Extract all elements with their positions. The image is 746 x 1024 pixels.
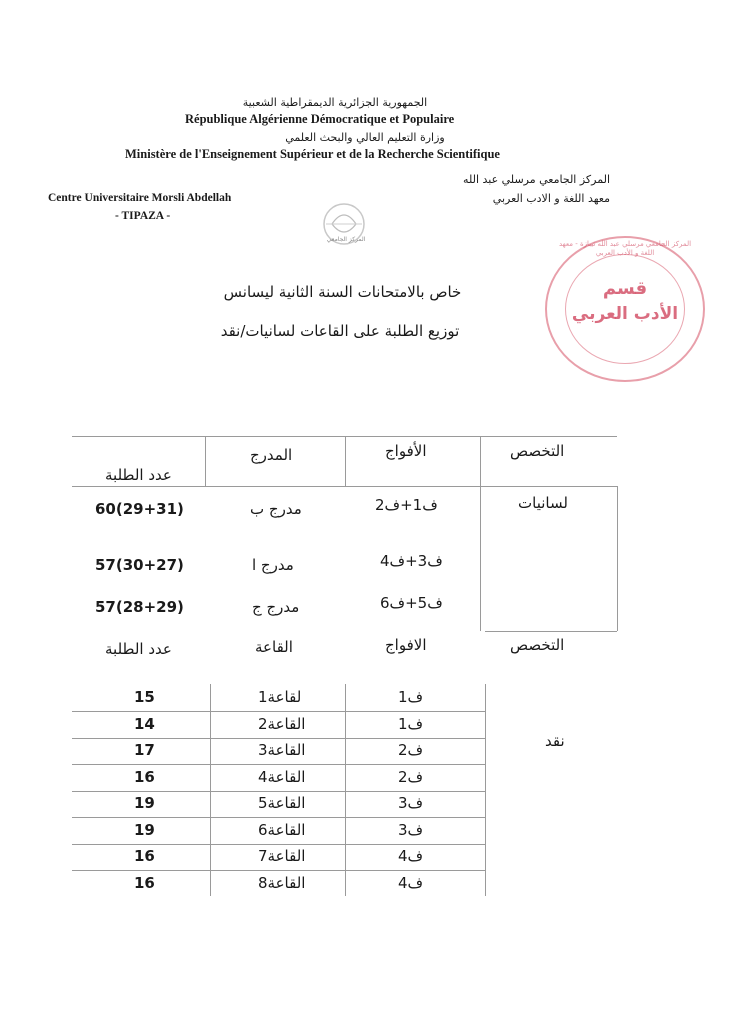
stamp-middle-text: الأدب العربي: [571, 304, 679, 324]
ministry-arabic: وزارة التعليم العالي والبحث العلمي: [285, 131, 445, 144]
table1-header-rule: [72, 486, 617, 487]
republic-french: République Algérienne Démocratique et Populaire: [185, 112, 455, 126]
table1-col-rule-2: [345, 436, 346, 486]
t2-specialty: نقد: [545, 732, 565, 750]
t1-r1-groups: ف1+ف2: [375, 496, 438, 514]
t2-col-rule-2: [345, 684, 346, 896]
t2-row-group: ف3: [398, 794, 424, 812]
t2-row-group: ف1: [398, 688, 424, 706]
table2-top-rule: [485, 631, 617, 632]
t1-r3-students: 57(28+29): [95, 598, 184, 616]
t2-row-rule: [72, 738, 485, 739]
t2-row-group: ف2: [398, 767, 424, 786]
t2-row-rule: [72, 844, 485, 845]
t1-r2-students: 57(30+27): [95, 556, 184, 574]
t2-row-room: لقاعة1: [258, 688, 302, 706]
t2-row-students: 16: [134, 873, 155, 892]
t2-row-rule: [72, 764, 485, 765]
department-stamp: [545, 236, 705, 382]
institute-arabic: معهد اللغة و الادب العربي: [492, 192, 610, 205]
t2-row-students: 19: [134, 820, 155, 839]
university-logo-icon: [312, 200, 376, 256]
stamp-ring-text: المركز الجامعي مرسلي عبد الله تيبازة - معهد اللغة و الأدب العربي: [558, 240, 692, 257]
t2-row-students: 15: [134, 688, 155, 706]
t2-row-room: القاعة5: [258, 794, 306, 812]
center-arabic: المركز الجامعي مرسلي عبد الله: [463, 173, 610, 186]
t2-header-room: القاعة: [255, 638, 293, 656]
t1-r3-groups: ف5+ف6: [380, 594, 443, 612]
city-french: - TIPAZA -: [115, 210, 171, 222]
table1-col-rule-3: [480, 436, 481, 486]
republic-arabic: الجمهورية الجزائرية الديمقراطية الشعبية: [242, 96, 428, 109]
t2-row-room: القاعة2: [258, 714, 306, 733]
t2-row-rule: [72, 791, 485, 792]
table1-spec-rule: [480, 486, 481, 631]
t2-col-rule-3: [485, 684, 486, 896]
t2-row-room: القاعة6: [258, 820, 306, 839]
t1-r2-hall: مدرج ا: [252, 556, 294, 574]
distribution-title: توزيع الطلبة على القاعات لسانيات/نقد: [220, 322, 460, 340]
table1-col-rule-1: [205, 436, 206, 486]
t2-header-students: عدد الطلبة: [105, 640, 172, 658]
t2-row-students: 16: [134, 767, 155, 786]
t2-row-room: القاعة8: [258, 873, 306, 892]
t2-row-rule: [72, 817, 485, 818]
t1-header-hall: المدرج: [250, 446, 293, 464]
t2-row-students: 14: [134, 714, 155, 733]
exam-title: خاص بالامتحانات السنة الثانية ليسانس: [223, 283, 462, 301]
t1-r1-students: 60(29+31): [95, 500, 184, 518]
t2-row-room: القاعة4: [258, 767, 306, 786]
university-logo: [312, 200, 376, 256]
t2-row-group: ف2: [398, 741, 424, 759]
logo-caption: المركز الجامعي: [326, 236, 366, 243]
t2-row-group: ف1: [398, 714, 424, 733]
t1-header-students: عدد الطلبة: [105, 466, 172, 484]
t2-row-group: ف4: [398, 873, 424, 892]
t1-header-specialty: التخصص: [510, 442, 565, 460]
t2-row-group: ف3: [398, 820, 424, 839]
t2-header-specialty: التخصص: [510, 636, 565, 654]
t2-row-rule: [72, 870, 485, 871]
t2-row-students: 19: [134, 794, 155, 812]
t1-r1-hall: مدرج ب: [250, 500, 302, 518]
table1-right-rule: [617, 486, 618, 631]
stamp-top-text: قسم: [602, 278, 648, 299]
t1-r2-groups: ف3+ف4: [380, 552, 443, 570]
t1-specialty: لسانيات: [518, 494, 568, 512]
t2-row-room: القاعة7: [258, 847, 306, 865]
t2-row-group: ف4: [398, 847, 424, 865]
t2-col-rule-1: [210, 684, 211, 896]
t2-row-room: القاعة3: [258, 741, 306, 759]
ministry-french: Ministère de l'Enseignement Supérieur et de la Recherche Scientifique: [125, 147, 500, 161]
t2-row-rule: [72, 711, 485, 712]
t2-header-groups: الافواج: [385, 636, 427, 654]
center-french: Centre Universitaire Morsli Abdellah: [48, 192, 232, 204]
t2-row-students: 16: [134, 847, 155, 865]
t1-header-groups: الأفواج: [385, 442, 427, 460]
t2-row-students: 17: [134, 741, 155, 759]
t1-r3-hall: مدرج ج: [252, 598, 300, 616]
